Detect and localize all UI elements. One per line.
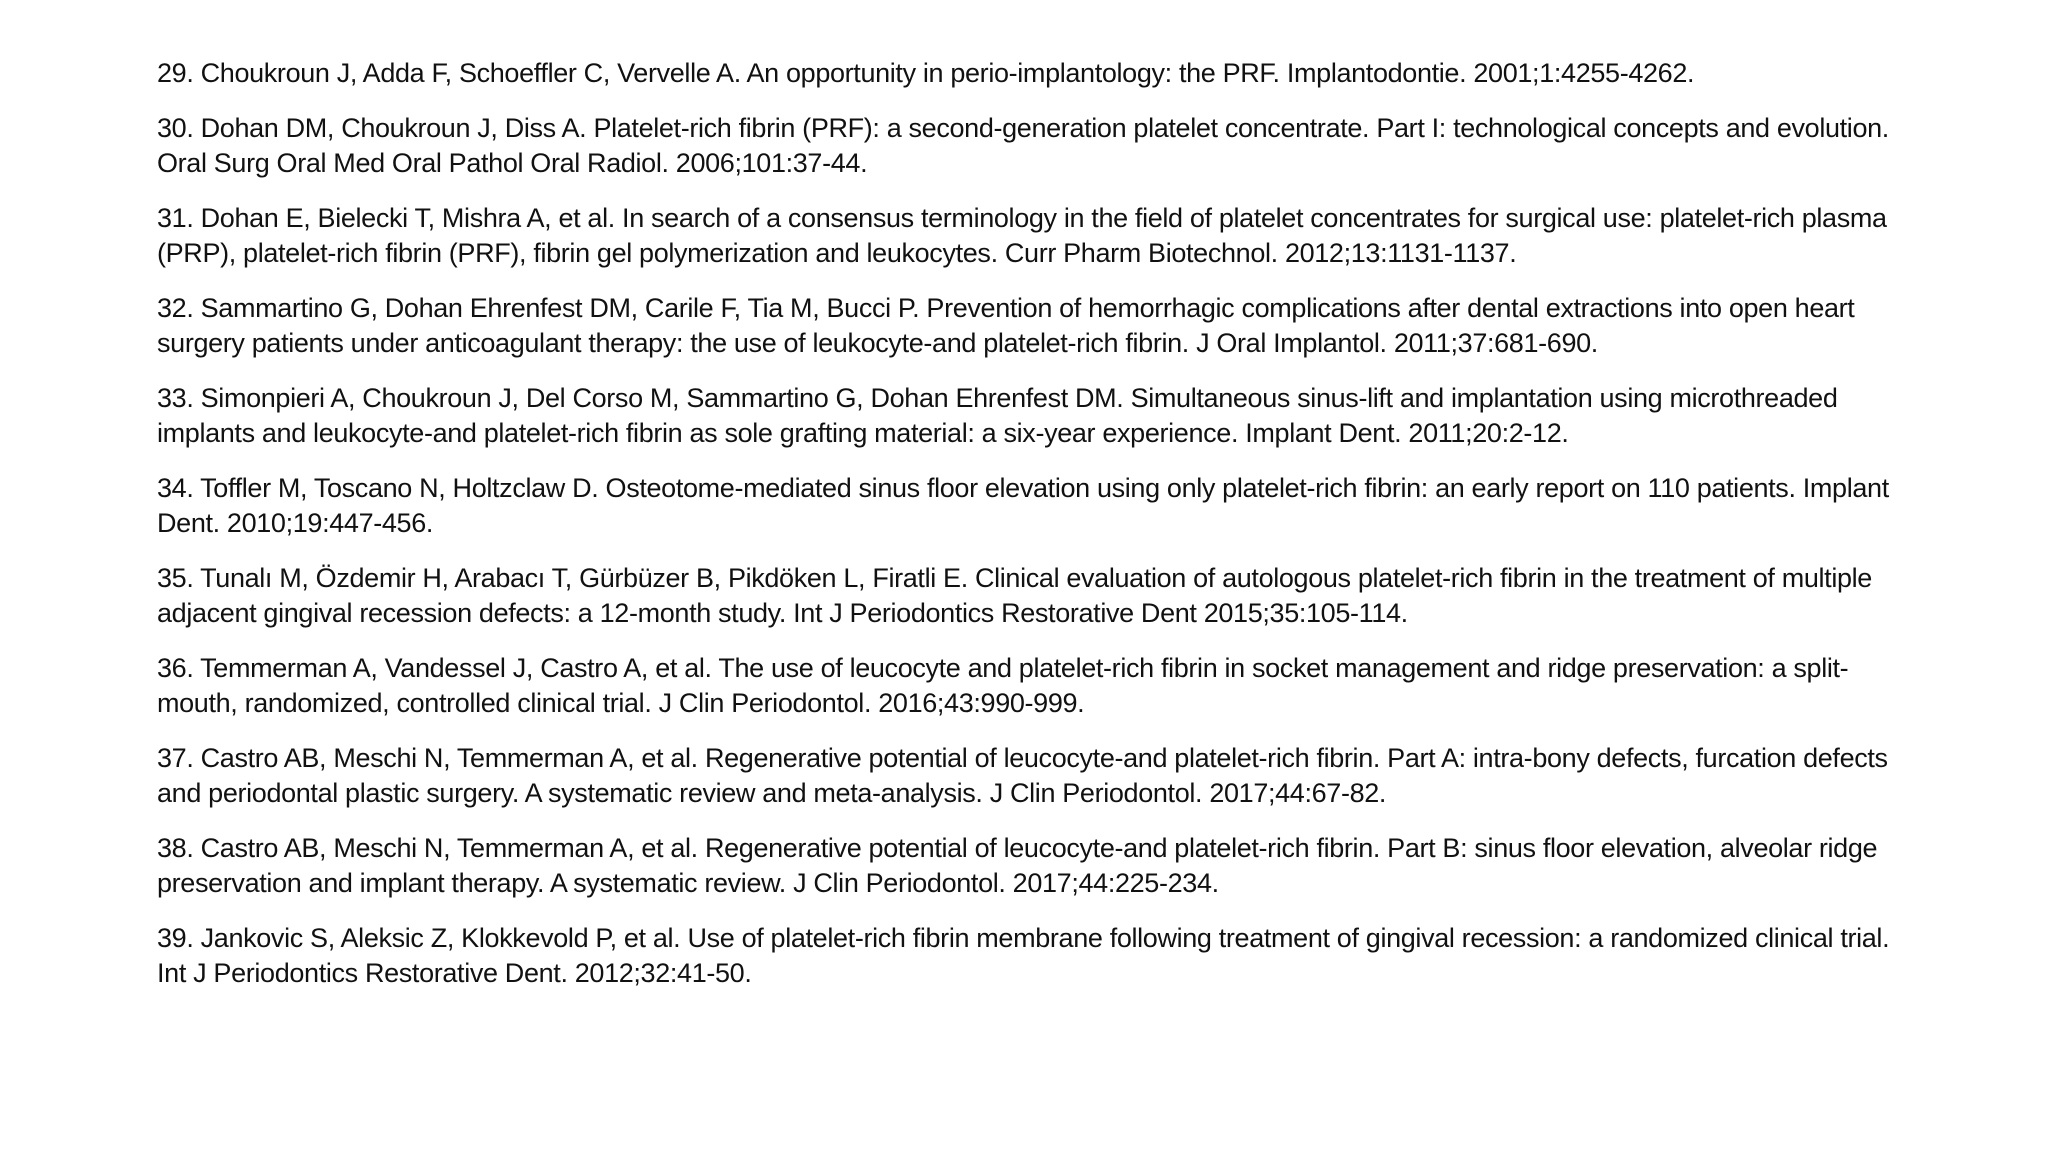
reference-34: 34. Toffler M, Toscano N, Holtzclaw D. Osteotome-mediated sinus floor elevation using only platelet-rich fibrin: an early report on 110 patients. Implant Dent. 2010;19:447-456.	[157, 473, 1889, 538]
reference-36: 36. Temmerman A, Vandessel J, Castro A, et al. The use of leucocyte and platelet-rich fibrin in socket management and ridge preservation: a split-mouth, randomized, controlled clinical trial. J Clin Periodontol. 2016;43:990-999.	[157, 653, 1849, 718]
reference-list	[157, 56, 1917, 1011]
reference-32: 32. Sammartino G, Dohan Ehrenfest DM, Carile F, Tia M, Bucci P. Prevention of hemorrhagic complications after dental extractions into open heart surgery patients under anticoagulant therapy: the use of leukocyte-and platelet-rich fibrin. J Oral Implantol. 2011;37:681-690.	[157, 293, 1855, 358]
reference-30: 30. Dohan DM, Choukroun J, Diss A. Platelet-rich fibrin (PRF): a second-generation platelet concentrate. Part I: technological concepts and evolution. Oral Surg Oral Med Oral Pathol Oral Radiol. 2006;101:37-44.	[157, 113, 1889, 178]
reference-37: 37. Castro AB, Meschi N, Temmerman A, et al. Regenerative potential of leucocyte-and platelet-rich fibrin. Part A: intra-bony defects, furcation defects and periodontal plastic surgery. A systematic review and meta-analysis. J Clin Periodontol. 2017;44:67-82.	[157, 743, 1888, 808]
reference-38: 38. Castro AB, Meschi N, Temmerman A, et al. Regenerative potential of leucocyte-and platelet-rich fibrin. Part B: sinus floor elevation, alveolar ridge preservation and implant therapy. A systematic review. J Clin Periodontol. 2017;44:225-234.	[157, 833, 1878, 898]
reference-31: 31. Dohan E, Bielecki T, Mishra A, et al. In search of a consensus terminology in the field of platelet concentrates for surgical use: platelet-rich plasma (PRP), platelet-rich fibrin (PRF), fibrin gel polymerization and leukocytes. Curr Pharm Biotechnol. 2012;13:1131-1137.	[157, 203, 1887, 268]
reference-33: 33. Simonpieri A, Choukroun J, Del Corso M, Sammartino G, Dohan Ehrenfest DM. Simultaneous sinus-lift and implantation using microthreaded implants and leukocyte-and platelet-rich fibrin as sole grafting material: a six-year experience. Implant Dent. 2011;20:2-12.	[157, 383, 1838, 448]
reference-29: 29. Choukroun J, Adda F, Schoeffler C, Vervelle A. An opportunity in perio-implantology: the PRF. Implantodontie. 2001;1:4255-4262.	[157, 58, 1695, 88]
reference-39: 39. Jankovic S, Aleksic Z, Klokkevold P, et al. Use of platelet-rich fibrin membrane following treatment of gingival recession: a randomized clinical trial. Int J Periodontics Restorative Dent. 2012;32:41-50.	[157, 923, 1890, 988]
reference-35: 35. Tunalı M, Özdemir H, Arabacı T, Gürbüzer B, Pikdöken L, Firatli E. Clinical evaluation of autologous platelet-rich fibrin in the treatment of multiple adjacent gingival recession defects: a 12-month study. Int J Periodontics Restorative Dent 2015;35:105-114.	[157, 563, 1872, 628]
